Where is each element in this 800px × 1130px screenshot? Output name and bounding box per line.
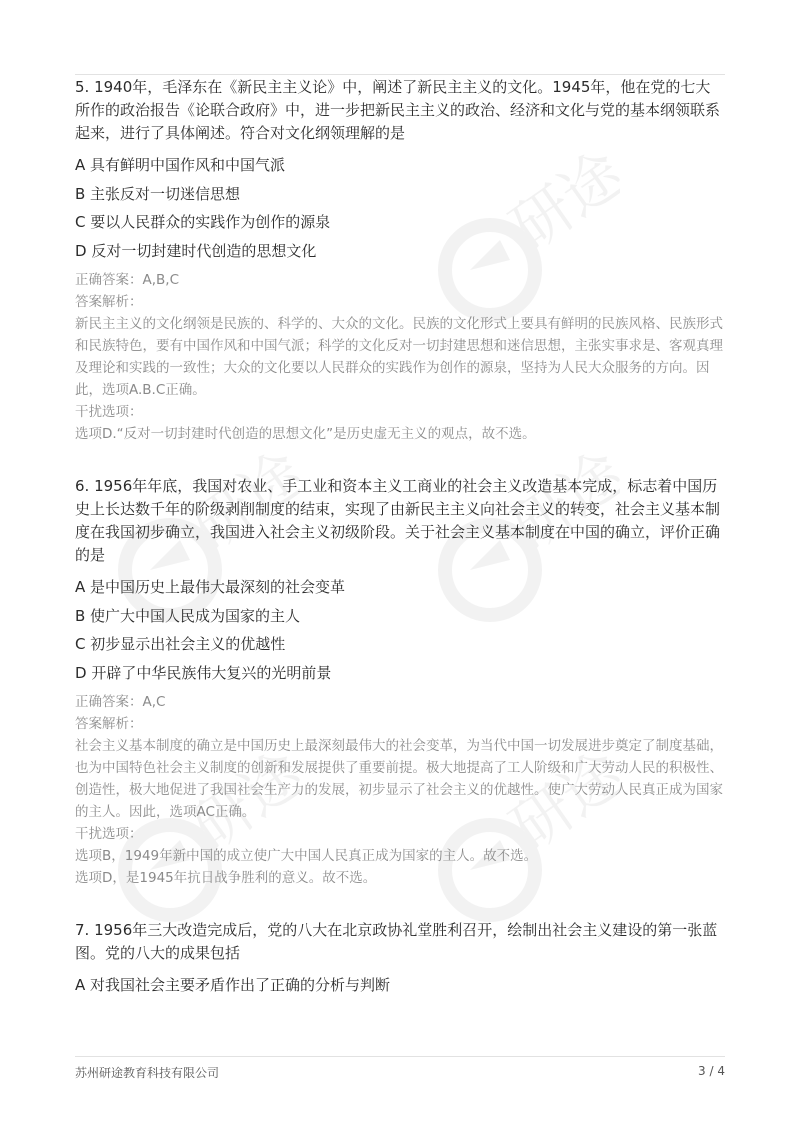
option-list xyxy=(75,975,725,995)
footer-divider xyxy=(75,1056,725,1057)
option-list xyxy=(75,155,725,261)
analysis-label: 答案解析： xyxy=(75,716,143,732)
document-body xyxy=(75,76,725,1025)
option-c[interactable]: C 要以人民群众的实践作为创作的源泉 xyxy=(75,213,331,231)
correct-answer: 正确答案：A,C xyxy=(75,694,166,710)
question-5 xyxy=(75,76,725,445)
distractor-text: 选项B，1949年新中国的成立使广大中国人民真正成为国家的主人。故不选。 xyxy=(75,848,538,864)
option-b[interactable]: B 主张反对一切迷信思想 xyxy=(75,184,241,203)
option-d[interactable]: D 反对一切封建时代创造的思想文化 xyxy=(75,241,317,260)
footer-company: 苏州研途教育科技有限公司 xyxy=(75,1066,220,1080)
watermark-text: 研途 xyxy=(498,140,620,265)
question-7 xyxy=(75,919,725,995)
analysis-text: 新民主主义的文化纲领是民族的、科学的、大众的文化。民族的文化形式上要具有鲜明的民族风格、民族形式和民族特色，要有中国作风和中国气派；科学的文化反对一切封建思想和迷信思想，主张实事求是、客观真理及理论和实践的一致性；大众的文化要以人民群众的实践作为创作的源泉，坚持为人民大众服务的方向。因此，选项A.B.C正确。 xyxy=(75,316,723,398)
distractor-text: 选项D.“反对一切封建时代创造的思想文化”是历史虚无主义的观点，故不选。 xyxy=(75,426,536,442)
analysis-text: 社会主义基本制度的确立是中国历史上最深刻最伟大的社会变革，为当代中国一切发展进步奠定了制度基础，也为中国特色社会主义制度的创新和发展提供了重要前提。极大地提高了工人阶级和广大劳动人民的积极性、创造性，极大地促进了我国社会生产力的发展，初步显示了社会主义的优越性。使广大劳动人民真正成为国家的主人。因此，选项AC正确。 xyxy=(75,738,723,820)
question-stem: 6. 1956年年底，我国对农业、手工业和资本主义工商业的社会主义改造基本完成，标志着中国历史上长达数千年的阶级剥削制度的结束，实现了由新民主主义向社会主义的转变，社会主义基本制度在我国初步确立，我国进入社会主义初级阶段。关于社会主义基本制度在中国的确立，评价正确的是 xyxy=(75,477,721,564)
option-a[interactable]: A 是中国历史上最伟大最深刻的社会变革 xyxy=(75,578,346,596)
option-c[interactable]: C 初步显示出社会主义的优越性 xyxy=(75,635,286,653)
header-divider xyxy=(75,74,725,75)
watermark-text: 研途 xyxy=(498,440,620,565)
question-stem: 5. 1940年，毛泽东在《新民主主义论》中，阐述了新民主主义的文化。1945年，他在党的七大所作的政治报告《论联合政府》中，进一步把新民主主义的政治、经济和文化与党的基本纲领联系起来，进行了具体阐述。符合对文化纲领理解的是 xyxy=(75,78,721,142)
distractor-label: 干扰选项： xyxy=(75,826,143,842)
analysis-label: 答案解析： xyxy=(75,294,143,310)
option-a[interactable]: A 具有鲜明中国作风和中国气派 xyxy=(75,156,286,174)
watermark-text: 研途 xyxy=(498,740,620,865)
option-d[interactable]: D 开辟了中华民族伟大复兴的光明前景 xyxy=(75,663,332,682)
question-stem: 7. 1956年三大改造完成后，党的八大在北京政协礼堂胜利召开，绘制出社会主义建设的第一张蓝图。党的八大的成果包括 xyxy=(75,921,718,962)
page-number: 3 / 4 xyxy=(698,1064,725,1078)
option-b[interactable]: B 使广大中国人民成为国家的主人 xyxy=(75,606,301,625)
option-list xyxy=(75,577,725,683)
question-6 xyxy=(75,475,725,889)
option-a[interactable]: A 对我国社会主要矛盾作出了正确的分析与判断 xyxy=(75,976,391,994)
watermark-text: 研途 xyxy=(178,440,300,565)
correct-answer: 正确答案：A,B,C xyxy=(75,272,180,288)
watermark-text: 研途 xyxy=(178,740,300,865)
distractor-label: 干扰选项： xyxy=(75,404,143,420)
distractor-text: 选项D，是1945年抗日战争胜利的意义。故不选。 xyxy=(75,870,377,886)
